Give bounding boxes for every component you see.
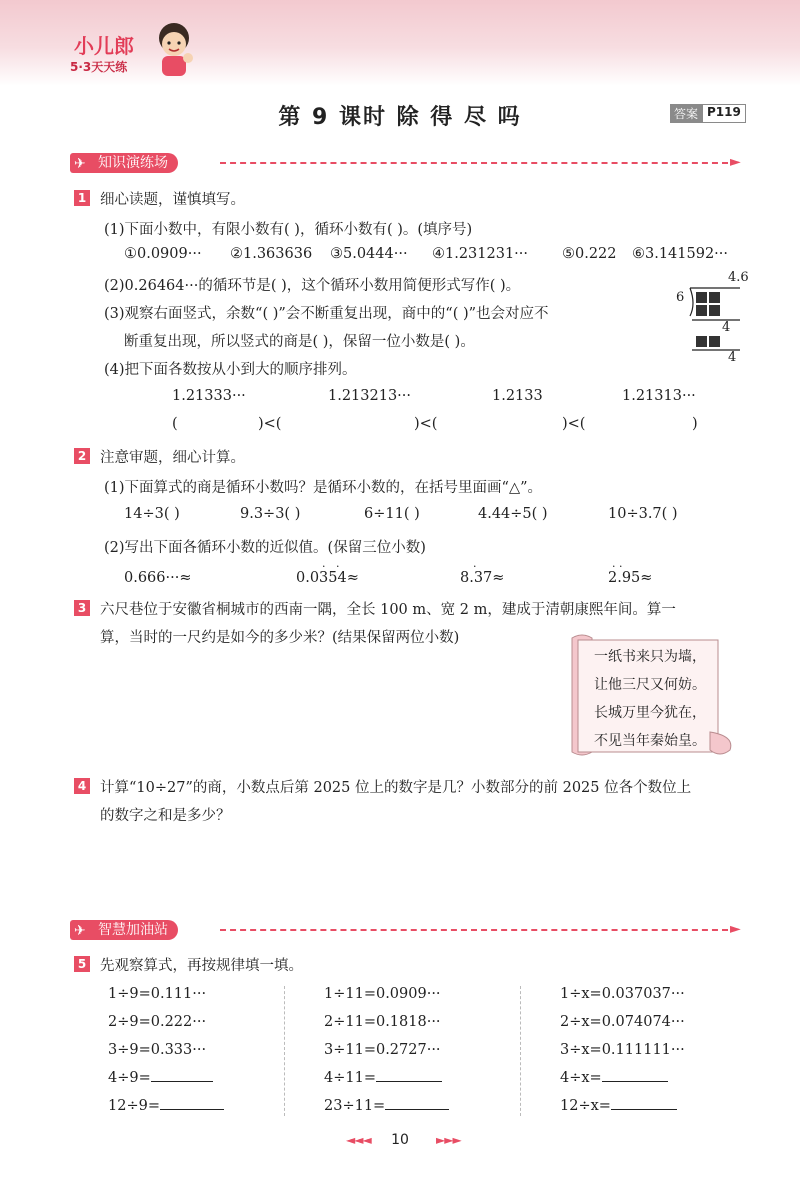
q2-approx: 0.0354≈	[296, 570, 359, 586]
question-number: 5	[74, 956, 90, 972]
answer-label: 答案	[670, 104, 702, 123]
question-number: 1	[74, 190, 90, 206]
q2-approx: 8.37≈	[460, 570, 505, 586]
section-label-practice	[70, 153, 178, 173]
recurring-dot-icon: · ·	[612, 560, 623, 573]
q1-item: ⑥3.141592···	[632, 246, 729, 262]
division-bracket	[684, 270, 754, 370]
answer-blank[interactable]	[602, 1081, 668, 1082]
order-number: 1.213213···	[328, 388, 412, 404]
section-end-arrow-icon: ►	[730, 154, 741, 170]
section-banner-practice	[70, 153, 750, 173]
order-blank[interactable]: )<(	[258, 416, 282, 432]
section-title-practice: 知识演练场	[98, 155, 168, 171]
poem-line: 让他三尺又何妨。	[594, 677, 706, 693]
poem-scroll	[560, 632, 738, 758]
pattern-expression: 12÷x=	[560, 1098, 611, 1114]
pattern-item: 3÷11=0.2727···	[324, 1042, 441, 1058]
division-mid: 4	[722, 320, 731, 335]
brand-series: 5·3天天练	[70, 60, 128, 74]
q1-part1: (1)下面小数中，有限小数有( )，循环小数有( )。(填序号)	[104, 222, 473, 238]
order-blank[interactable]: (	[172, 416, 178, 432]
q1-item: ③5.0444···	[330, 246, 408, 262]
pattern-fill-item	[560, 1070, 668, 1086]
section-divider	[220, 162, 728, 164]
pattern-expression: 4÷9=	[108, 1070, 151, 1086]
q2-item: 6÷11( )	[364, 506, 420, 522]
q1-part3-cont: 断重复出现，所以竖式的商是( )，保留一位小数是( )。	[124, 334, 475, 350]
pattern-item: 2÷11=0.1818···	[324, 1014, 441, 1030]
q1-item: ①0.0909···	[124, 246, 202, 262]
q1-part3: (3)观察右面竖式，余数“( )”会不断重复出现，商中的“( )”也会对应不	[104, 306, 549, 322]
order-number: 1.21313···	[622, 388, 696, 404]
q1-part4: (4)把下面各数按从小到大的顺序排列。	[104, 362, 357, 378]
poem-line: 长城万里今犹在，	[594, 705, 706, 721]
answer-blank[interactable]	[151, 1081, 213, 1082]
question-title: 注意审题，细心计算。	[100, 450, 245, 466]
pattern-fill-item	[560, 1098, 677, 1114]
pattern-expression: 4÷11=	[324, 1070, 376, 1086]
pattern-expression: 23÷11=	[324, 1098, 386, 1114]
division-quotient: 4.6	[728, 270, 749, 285]
pattern-expression: 4÷x=	[560, 1070, 602, 1086]
page-title: 第 9 课时 除 得 尽 吗	[278, 105, 522, 130]
section-title-wisdom: 智慧加油站	[98, 922, 168, 938]
q2-item: 4.44÷5( )	[478, 506, 548, 522]
q1-item: ②1.363636	[230, 246, 313, 262]
pattern-fill-item	[324, 1070, 442, 1086]
question-number: 2	[74, 448, 90, 464]
q3-line1: 六尺巷位于安徽省桐城市的西南一隅，全长 100 m、宽 2 m，建成于清朝康熙年间。算一	[100, 602, 676, 618]
poem-line: 一纸书来只为墙，	[594, 649, 706, 665]
q2-approx: 2.95≈	[608, 570, 653, 586]
q4-line1: 计算“10÷27”的商，小数点后第 2025 位上的数字是几？小数部分的前 2025 位各个数位上	[100, 780, 692, 796]
prev-arrows-icon: ◄◄◄	[346, 1133, 371, 1147]
q1-part2: (2)0.26464···的循环节是( )，这个循环小数用简便形式写作( )。	[104, 278, 521, 294]
question-title: 细心读题，谨慎填写。	[100, 192, 245, 208]
order-number: 1.21333···	[172, 388, 246, 404]
order-blank[interactable]: )	[692, 416, 698, 432]
recurring-dot-icon: · ·	[322, 560, 340, 573]
page-number: 10	[391, 1132, 409, 1148]
question-number: 3	[74, 600, 90, 616]
pattern-item: 1÷x=0.037037···	[560, 986, 685, 1002]
poem-line: 不见当年秦始皇。	[594, 733, 706, 749]
answer-blank[interactable]	[160, 1109, 224, 1110]
column-divider	[284, 986, 285, 1116]
column-divider	[520, 986, 521, 1116]
q4-line2: 的数字之和是多少？	[100, 808, 231, 824]
pattern-item: 2÷9=0.222···	[108, 1014, 207, 1030]
order-blank[interactable]: )<(	[562, 416, 586, 432]
pattern-fill-item	[108, 1098, 224, 1114]
section-end-arrow-icon: ►	[730, 921, 741, 937]
answer-tag	[670, 104, 746, 123]
answer-blank[interactable]	[385, 1109, 449, 1110]
answer-blank[interactable]	[611, 1109, 677, 1110]
section-arrow-icon: ✈	[74, 156, 86, 172]
next-arrows-icon: ►►►	[436, 1133, 461, 1147]
brand-logo: 小儿郎	[74, 34, 134, 58]
division-divisor: 6	[676, 290, 685, 305]
q1-item: ④1.231231···	[432, 246, 529, 262]
section-banner-wisdom	[70, 920, 750, 940]
pattern-item: 1÷9=0.111···	[108, 986, 207, 1002]
q3-line2: 算，当时的一尺约是如今的多少米？(结果保留两位小数)	[100, 630, 460, 646]
question-title: 先观察算式，再按规律填一填。	[100, 958, 303, 974]
q2-part1: (1)下面算式的商是循环小数吗？是循环小数的，在括号里面画“△”。	[104, 480, 543, 496]
q2-part2: (2)写出下面各循环小数的近似值。(保留三位小数)	[104, 540, 426, 556]
pattern-item: 1÷11=0.0909···	[324, 986, 441, 1002]
q2-item: 10÷3.7( )	[608, 506, 678, 522]
mascot-icon	[150, 18, 198, 78]
order-blank[interactable]: )<(	[414, 416, 438, 432]
q2-item: 9.3÷3( )	[240, 506, 301, 522]
answer-page: P119	[702, 104, 746, 123]
section-label-wisdom	[70, 920, 178, 940]
pattern-item: 2÷x=0.074074···	[560, 1014, 685, 1030]
q2-item: 14÷3( )	[124, 506, 180, 522]
section-arrow-icon: ✈	[74, 923, 86, 939]
long-division	[676, 270, 754, 370]
pattern-item: 3÷x=0.111111···	[560, 1042, 685, 1058]
pattern-fill-item	[324, 1098, 449, 1114]
answer-blank[interactable]	[376, 1081, 442, 1082]
pattern-item: 3÷9=0.333···	[108, 1042, 207, 1058]
pattern-fill-item	[108, 1070, 213, 1086]
q1-item: ⑤0.222	[562, 246, 617, 262]
order-number: 1.2133	[492, 388, 543, 404]
pattern-expression: 12÷9=	[108, 1098, 160, 1114]
section-divider	[220, 929, 728, 931]
recurring-dot-icon: ·	[473, 560, 477, 573]
division-remainder: 4	[728, 350, 737, 365]
question-number: 4	[74, 778, 90, 794]
q2-approx: 0.666···≈	[124, 570, 192, 586]
